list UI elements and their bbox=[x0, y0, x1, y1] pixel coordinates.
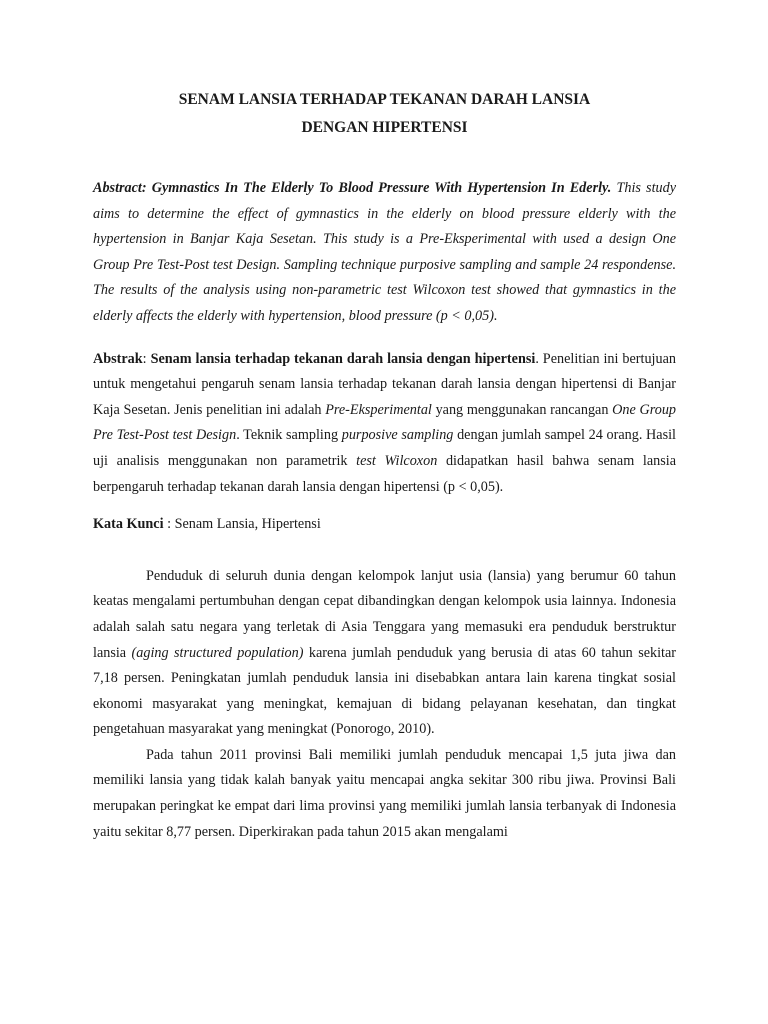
abstract-english-label: Abstract: Gymnastics In The Elderly To Blood Pressure With Hypertension In Ederly. bbox=[93, 180, 612, 196]
title-line-1: SENAM LANSIA TERHADAP TEKANAN DARAH LANSIA bbox=[178, 91, 591, 108]
abstract-english-text: This study aims to determine the effect of gymnastics in the elderly on blood pressure elderly with the hypertension in Banjar Kaja Sesetan. This study is a Pre-Eksperimental with used a design One Group Pre Test-Post test Design. Sampling technique purposive sampling and sample 24 respondense. The results of the analysis using non-parametric test Wilcoxon test showed that gymnastics in the elderly affects the elderly with hypertension, blood pressure (p < 0,05). bbox=[93, 180, 676, 324]
abstract-italic-2: One Group Pre Test-Post test Design bbox=[93, 401, 677, 444]
abstract-indonesian-title: Senam lansia terhadap tekanan darah lansia dengan hipertensi bbox=[150, 350, 536, 367]
body-text bbox=[93, 564, 676, 846]
abstract-text-3: . Teknik sampling bbox=[236, 427, 342, 444]
keywords bbox=[93, 512, 676, 538]
abstract-text-4: dengan jumlah sampel 24 orang. Hasil uji analisis menggunakan non parametrik bbox=[93, 427, 676, 469]
abstract-indonesian-label: Abstrak bbox=[93, 350, 143, 367]
abstract-text-5: didapatkan hasil bahwa senam lansia berpengaruh terhadap tekanan darah lansia dengan hipertensi (p < 0,05). bbox=[93, 452, 676, 495]
abstract-colon: : bbox=[142, 350, 151, 367]
abstract-text-2: yang menggunakan rancangan bbox=[431, 401, 613, 418]
body-paragraph-2: Pada tahun 2011 provinsi Bali memiliki jumlah penduduk mencapai 1,5 juta jiwa dan memiliki lansia yang tidak kalah banyak yaitu mencapai angka sekitar 300 ribu jiwa. Provinsi Bali merupakan peringkat ke empat dari lima provinsi yang memiliki jumlah lansia terbanyak di Indonesia yaitu sekitar 8,77 persen. Diperkirakan pada tahun 2015 akan mengalami bbox=[93, 746, 676, 840]
title-line-2: DENGAN HIPERTENSI bbox=[301, 119, 468, 136]
abstract-italic-4: test Wilcoxon bbox=[356, 452, 438, 469]
abstract-text-1: . Penelitian ini bertujuan untuk mengetahui pengaruh senam lansia terhadap tekanan darah lansia dengan hipertensi di Banjar Kaja Sesetan. Jenis penelitian ini adalah bbox=[93, 350, 676, 418]
keywords-label: Kata Kunci bbox=[93, 516, 164, 533]
paragraph-1-text-a: Penduduk di seluruh dunia dengan kelompok lanjut usia (lansia) yang berumur 60 tahun keatas mengalami pertumbuhan dengan cepat dibandingkan dengan kelompok usia lainnya. Indonesia adalah salah satu negara yang terletak di Asia Tenggara yang memasuki era penduduk berstruktur lansia bbox=[93, 567, 676, 661]
body-paragraph-1 bbox=[93, 564, 676, 743]
abstract-italic-1: Pre-Eksperimental bbox=[325, 401, 432, 418]
paragraph-1-italic: (aging structured population) bbox=[131, 644, 304, 661]
abstract-english bbox=[93, 176, 676, 330]
paper-title bbox=[93, 86, 676, 142]
abstract-indonesian bbox=[93, 347, 676, 501]
document-page bbox=[93, 86, 676, 845]
abstract-italic-3: purposive sampling bbox=[341, 427, 454, 444]
paragraph-1-text-b: karena jumlah penduduk yang berusia di atas 60 tahun sekitar 7,18 persen. Peningkatan jumlah penduduk lansia ini disebabkan antara lain karena tingkat sosial ekonomi masyarakat yang meningkat, kemajuan di bidang pelayanan kesehatan, dan tingkat pengetahuan masyarakat yang meningkat (Ponorogo, 2010). bbox=[93, 644, 677, 738]
keywords-text: : Senam Lansia, Hipertensi bbox=[163, 516, 321, 533]
